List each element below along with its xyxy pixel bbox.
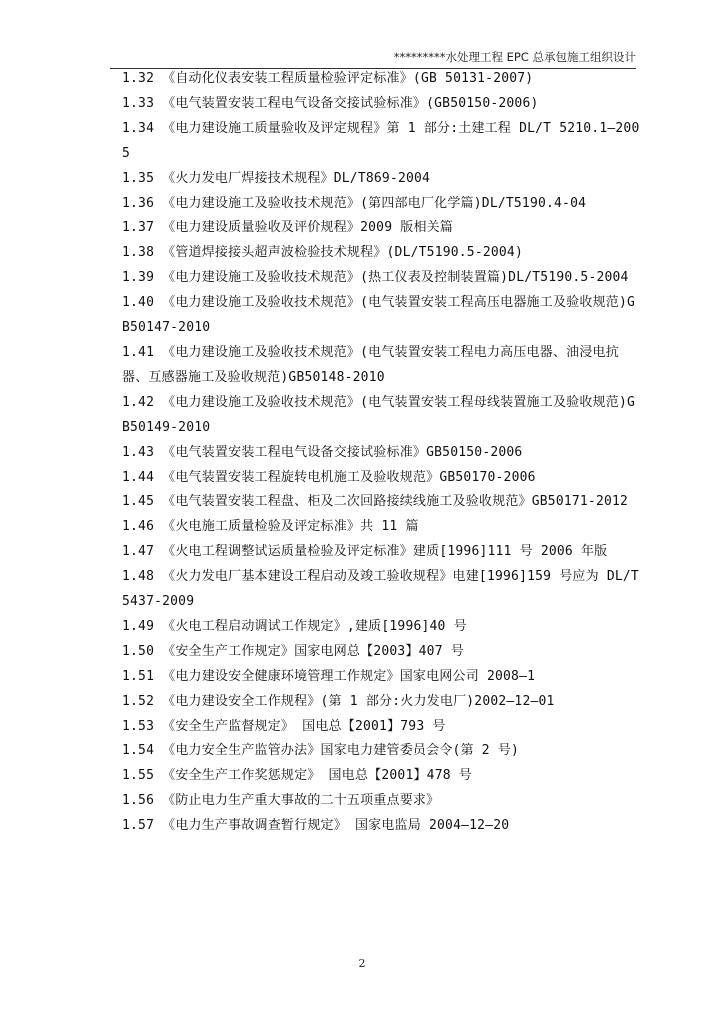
list-item: 1.45 《电气装置安装工程盘、柜及二次回路接续线施工及验收规范》GB50171-2012	[122, 494, 629, 510]
list-item: 1.38 《管道焊接接头超声波检验技术规程》(DL/T5190.5-2004)	[122, 245, 523, 261]
list-item: 1.36 《电力建设施工及验收技术规范》(第四部电厂化学篇)DL/T5190.4-04	[122, 195, 587, 211]
list-item: 1.56 《防止电力生产重大事故的二十五项重点要求》	[122, 793, 440, 809]
list-item: 1.41 《电力建设施工及验收技术规范》(电气装置安装工程电力高压电器、油浸电抗器、互感器施工及验收规范)GB50148-2010	[122, 344, 619, 385]
page-number: 2	[358, 957, 366, 970]
list-item: 1.50 《安全生产工作规定》国家电网总【2003】407 号	[122, 643, 464, 659]
page-header	[110, 48, 636, 69]
list-item: 1.51 《电力建设安全健康环境管理工作规定》国家电网公司 2008—1	[122, 668, 536, 684]
list-item: 1.48 《火力发电厂基本建设工程启动及竣工验收规程》电建[1996]159 号应为 DL/T5437-2009	[122, 569, 639, 610]
list-item: 1.39 《电力建设施工及验收技术规范》(热工仪表及控制装置篇)DL/T5190.5-2004	[122, 270, 629, 286]
list-item: 1.33 《电气装置安装工程电气设备交接试验标准》(GB50150-2006)	[122, 95, 539, 111]
list-item: 1.52 《电力建设安全工作规程》(第 1 部分:火力发电厂)2002—12—01	[122, 693, 555, 709]
standards-list	[122, 67, 642, 839]
list-item: 1.46 《火电施工质量检验及评定标准》共 11 篇	[122, 519, 419, 535]
list-item: 1.35 《火力发电厂焊接技术规程》DL/T869-2004	[122, 170, 431, 186]
list-item: 1.55 《安全生产工作奖惩规定》 国电总【2001】478 号	[122, 768, 472, 784]
list-item: 1.49 《火电工程启动调试工作规定》,建质[1996]40 号	[122, 618, 467, 634]
list-item: 1.32 《自动化仪表安装工程质量检验评定标准》(GB 50131-2007)	[122, 71, 534, 86]
list-item: 1.53 《安全生产监督规定》 国电总【2001】793 号	[122, 718, 446, 734]
list-item: 1.34 《电力建设施工质量验收及评定规程》第 1 部分:土建工程 DL/T 5210.1—2005	[122, 120, 640, 161]
list-item: 1.37 《电力建设质量验收及评价规程》2009 版相关篇	[122, 220, 454, 236]
page-footer	[0, 957, 724, 970]
list-item: 1.47 《火电工程调整试运质量检验及评定标准》建质[1996]111 号 2006 年版	[122, 544, 608, 560]
list-item: 1.42 《电力建设施工及验收技术规范》(电气装置安装工程母线装置施工及验收规范)GB50149-2010	[122, 394, 636, 435]
list-item: 1.40 《电力建设施工及验收技术规范》(电气装置安装工程高压电器施工及验收规范)GB50147-2010	[122, 295, 636, 336]
list-item: 1.43 《电气装置安装工程电气设备交接试验标准》GB50150-2006	[122, 444, 523, 460]
list-item: 1.44 《电气装置安装工程旋转电机施工及验收规范》GB50170-2006	[122, 469, 536, 485]
list-item: 1.57 《电力生产事故调查暂行规定》 国家电监局 2004—12—20	[122, 818, 510, 834]
list-item: 1.54 《电力安全生产监管办法》国家电力建管委员会令(第 2 号)	[122, 743, 520, 759]
header-title: *********水处理工程 EPC 总承包施工组织设计	[393, 50, 636, 64]
